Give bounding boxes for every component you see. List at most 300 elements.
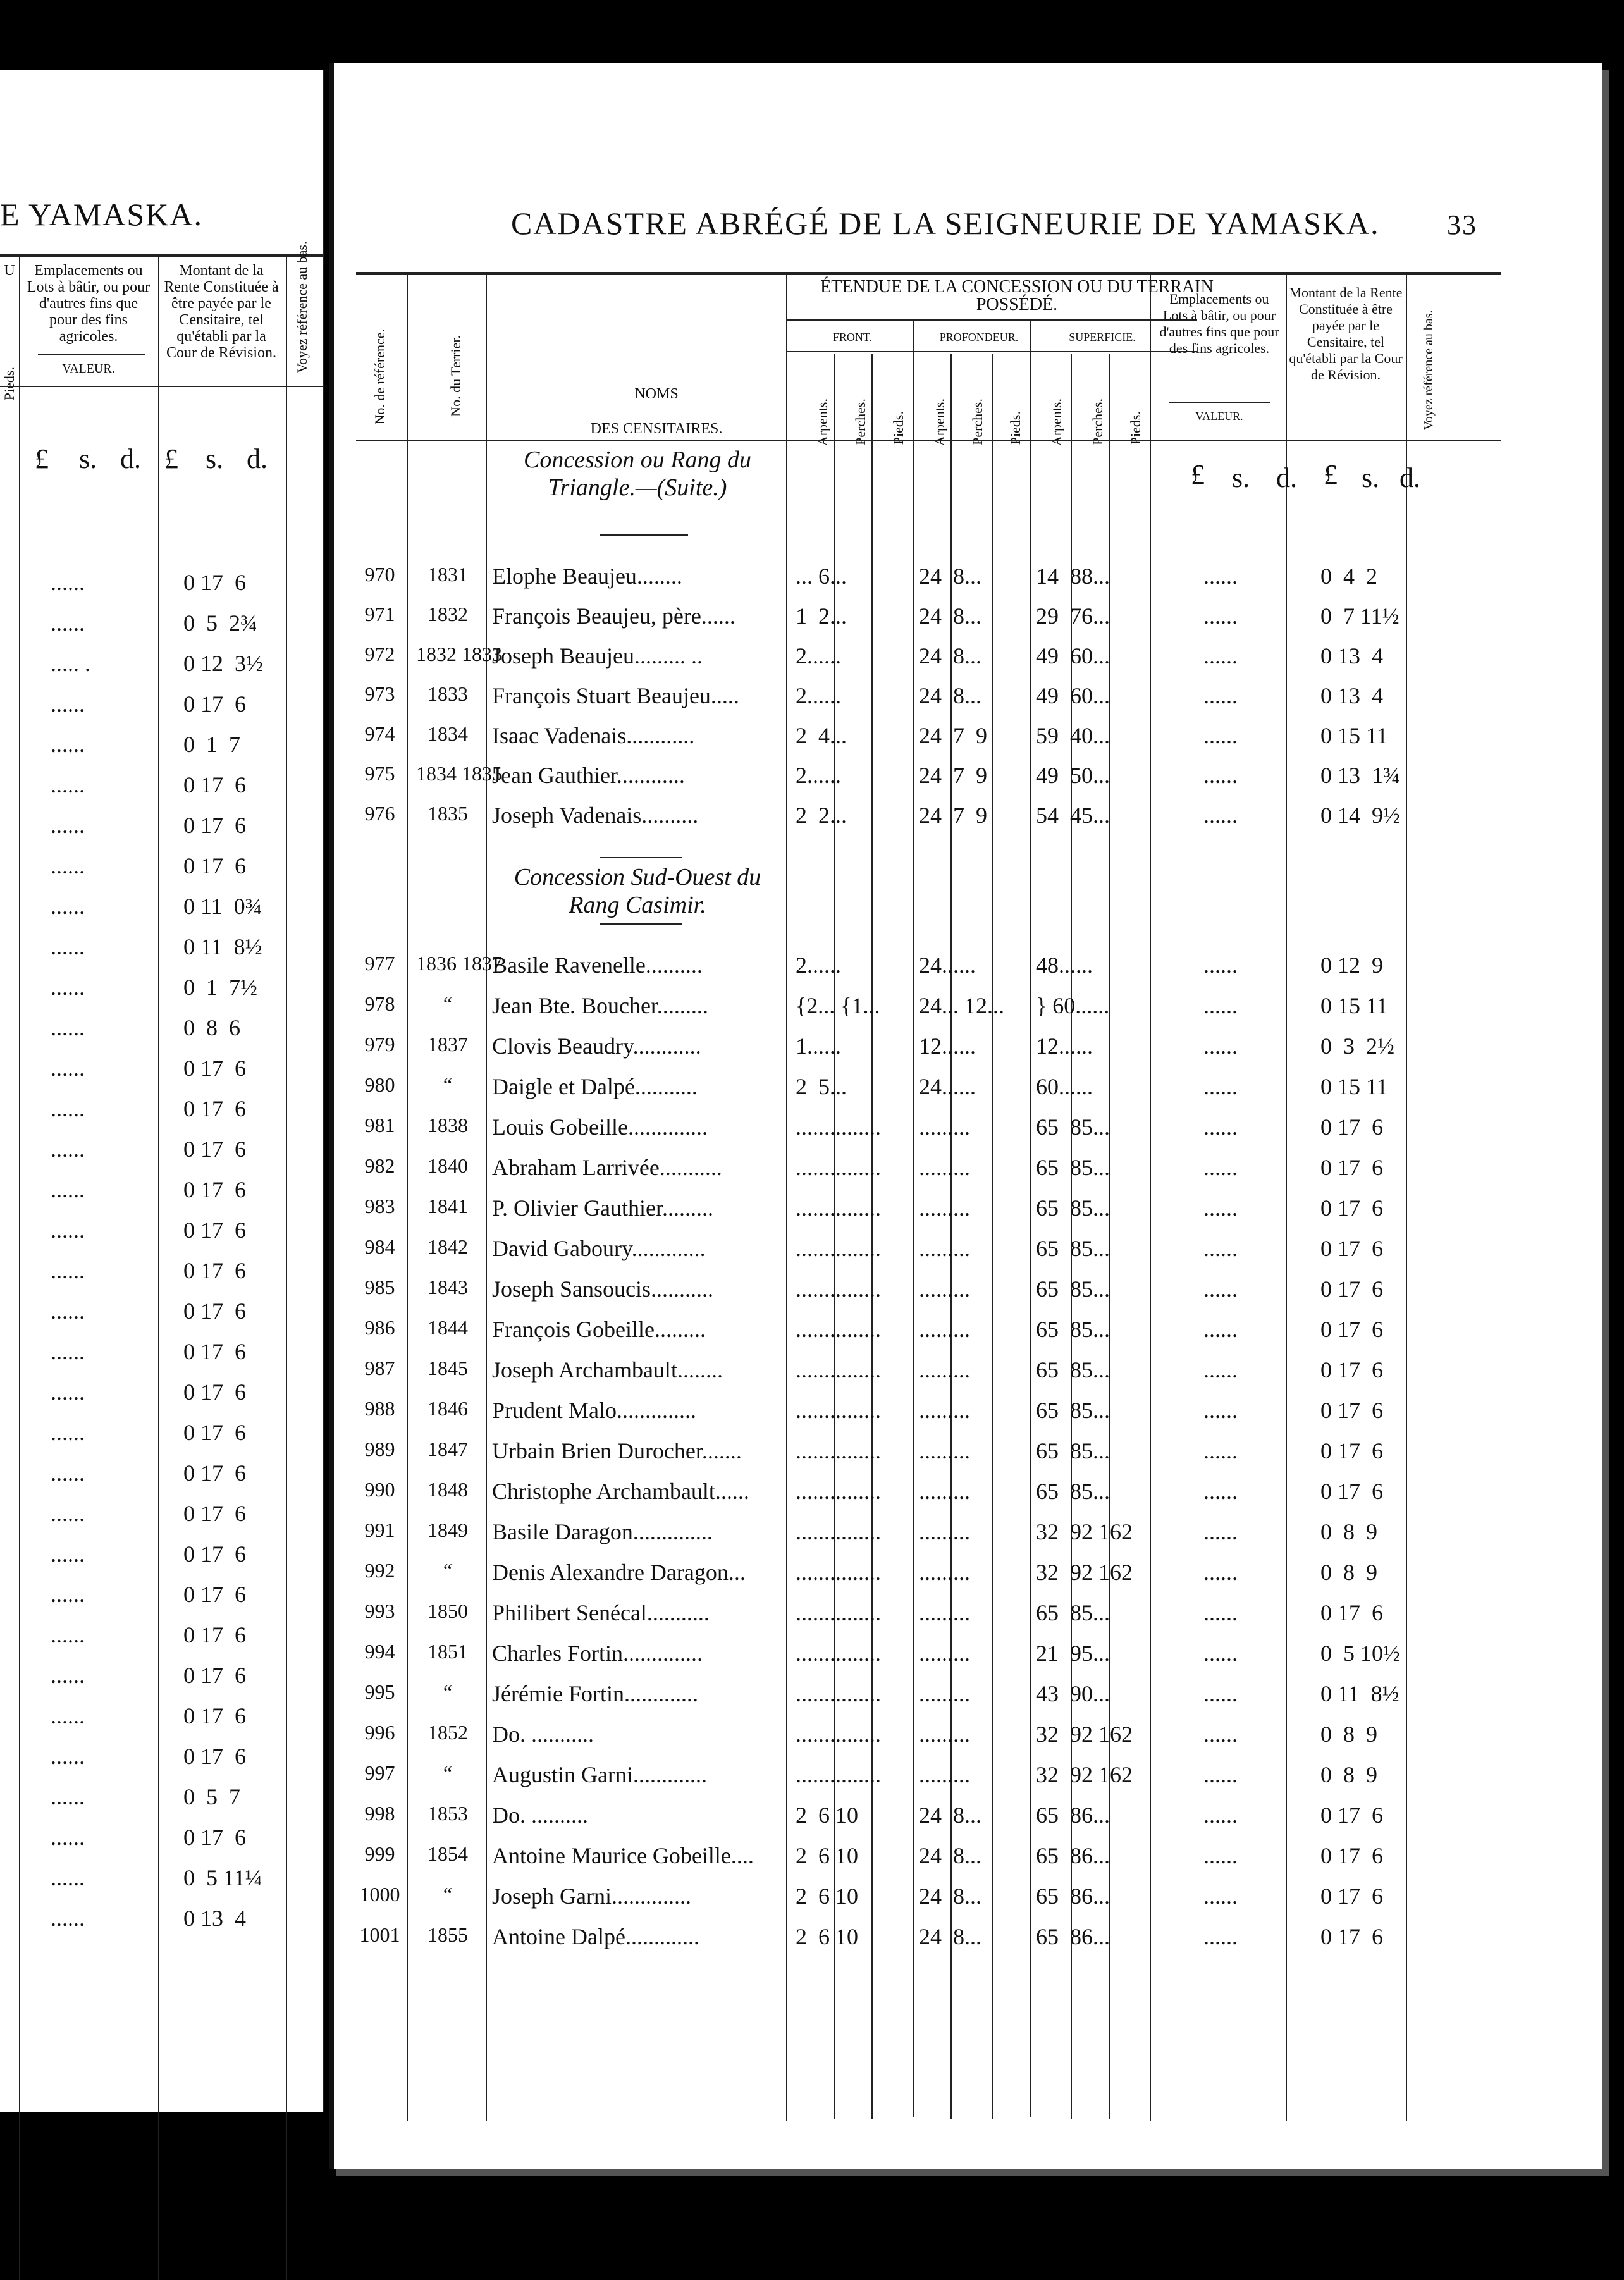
ref-cell: 998 bbox=[364, 1802, 395, 1825]
dots-cell: ...... bbox=[51, 691, 85, 717]
amount-cell: 0 17 6 bbox=[183, 1177, 246, 1202]
superficie-cell: 60...... bbox=[1036, 1074, 1093, 1099]
amount-cell: 0 17 6 bbox=[183, 1703, 246, 1728]
valeur-cell: ...... bbox=[1203, 1357, 1238, 1383]
superficie-cell: 14 88... bbox=[1036, 564, 1110, 589]
superficie-cell: 32 92 162 bbox=[1036, 1560, 1133, 1585]
front-perches-header: Perches. bbox=[852, 398, 868, 445]
ref-cell: 996 bbox=[364, 1721, 395, 1744]
superficie-cell: 49 60... bbox=[1036, 643, 1110, 669]
table-row bbox=[0, 1176, 323, 1212]
table-row bbox=[0, 1379, 323, 1414]
amount-cell: 0 17 6 bbox=[183, 772, 246, 798]
prof-arpents-header: Arpents. bbox=[932, 398, 947, 447]
dots-cell: ...... bbox=[51, 1622, 85, 1648]
etendue-header: ÉTENDUE DE LA CONCESSION OU DU TERRAIN POSSÉDÉ. bbox=[820, 277, 1214, 314]
pence-unit: d. bbox=[120, 443, 141, 474]
amount-cell: 0 17 6 bbox=[183, 1420, 246, 1445]
montant-header: Montant de la Rente Constituée à être payée par le Censitaire, tel qu'établi par la Cour de Révision. bbox=[1289, 285, 1403, 383]
superficie-cell: 32 92 162 bbox=[1036, 1762, 1133, 1787]
pence-unit: d. bbox=[247, 443, 268, 474]
ref-cell: 970 bbox=[364, 563, 395, 586]
valeur-cell: ...... bbox=[1203, 1924, 1238, 1949]
front-cell: 2 6 10 bbox=[796, 1924, 858, 1949]
dots-cell: ...... bbox=[51, 1501, 85, 1526]
amount-cell: 0 8 9 bbox=[1320, 1519, 1377, 1544]
profondeur-cell: 24 8... bbox=[919, 1924, 981, 1949]
valeur-cell: ...... bbox=[1203, 1155, 1238, 1180]
terrier-cell: 1849 bbox=[428, 1519, 468, 1541]
ref-cell: 973 bbox=[364, 682, 395, 705]
front-cell: ............... bbox=[796, 1276, 881, 1302]
ref-cell: 986 bbox=[364, 1316, 395, 1339]
table-row bbox=[0, 1014, 323, 1050]
front-cell: 2 4... bbox=[796, 723, 847, 748]
table-row bbox=[334, 1073, 1599, 1109]
terrier-cell: 1832 1833 bbox=[416, 643, 502, 665]
ref-cell: 990 bbox=[364, 1478, 395, 1501]
superficie-cell: 48...... bbox=[1036, 952, 1093, 978]
valeur-cell: ...... bbox=[1203, 993, 1238, 1018]
table-row bbox=[0, 1500, 323, 1536]
superficie-cell: 65 85... bbox=[1036, 1236, 1110, 1261]
table-row bbox=[334, 682, 1599, 718]
superficie-header: SUPERFICIE. bbox=[1069, 331, 1136, 343]
ref-cell: 992 bbox=[364, 1559, 395, 1582]
valeur-cell: ...... bbox=[1203, 1641, 1238, 1666]
valeur-cell: ...... bbox=[1203, 643, 1238, 669]
dots-cell: ...... bbox=[51, 813, 85, 838]
name-cell: Isaac Vadenais............ bbox=[492, 723, 695, 748]
table-row bbox=[0, 1581, 323, 1617]
front-cell: ............... bbox=[796, 1560, 881, 1585]
ref-cell: 995 bbox=[364, 1680, 395, 1703]
front-arpents-header: Arpents. bbox=[815, 398, 830, 447]
montant-header: Montant de la Rente Constituée à être payée par le Censitaire, tel qu'établi par la Cour de Révision. bbox=[164, 262, 279, 361]
profondeur-cell: 24 7 9 bbox=[919, 763, 987, 788]
table-row bbox=[334, 1599, 1599, 1635]
ref-cell: 997 bbox=[364, 1761, 395, 1784]
amount-cell: 0 17 6 bbox=[183, 813, 246, 838]
terrier-cell: 1848 bbox=[428, 1478, 468, 1501]
valeur-cell: ...... bbox=[1203, 603, 1238, 629]
header-rule bbox=[0, 254, 323, 257]
name-cell: François Stuart Beaujeu..... bbox=[492, 683, 739, 708]
dots-cell: ...... bbox=[51, 1703, 85, 1728]
profondeur-cell: 24...... bbox=[919, 1074, 976, 1099]
front-cell: 2...... bbox=[796, 952, 841, 978]
front-cell: ............... bbox=[796, 1600, 881, 1625]
ref-cell: 988 bbox=[364, 1397, 395, 1420]
ref-cell: 982 bbox=[364, 1154, 395, 1177]
pound-unit: £ bbox=[164, 443, 178, 474]
profondeur-header: PROFONDEUR. bbox=[939, 331, 1019, 343]
dots-cell: ...... bbox=[51, 975, 85, 1000]
superficie-cell: 65 85... bbox=[1036, 1600, 1110, 1625]
table-row bbox=[0, 1136, 323, 1171]
ref-cell: 975 bbox=[364, 762, 395, 785]
name-cell: Joseph Beaujeu......... .. bbox=[492, 643, 703, 669]
valeur-cell: ...... bbox=[1203, 1398, 1238, 1423]
valeur-cell: ...... bbox=[1203, 1762, 1238, 1787]
table-row bbox=[334, 1802, 1599, 1837]
shilling-unit: s. bbox=[206, 443, 224, 474]
superficie-cell: } 60...... bbox=[1036, 993, 1110, 1018]
amount-cell: 0 17 6 bbox=[183, 1541, 246, 1567]
profondeur-cell: ......... bbox=[919, 1114, 970, 1140]
amount-cell: 0 17 6 bbox=[183, 570, 246, 595]
table-row bbox=[334, 1438, 1599, 1473]
profondeur-cell: 24 8... bbox=[919, 683, 981, 708]
name-cell: Augustin Garni............. bbox=[492, 1762, 707, 1787]
terrier-cell: 1836 1837 bbox=[416, 952, 502, 975]
amount-cell: 0 12 9 bbox=[1320, 952, 1383, 978]
table-row bbox=[0, 1055, 323, 1090]
name-cell: Joseph Archambault........ bbox=[492, 1357, 723, 1383]
valeur-cell: ...... bbox=[1203, 1519, 1238, 1544]
amount-cell: 0 13 4 bbox=[1320, 683, 1383, 708]
amount-cell: 0 17 6 bbox=[183, 1096, 246, 1121]
name-cell: Joseph Garni.............. bbox=[492, 1883, 691, 1909]
amount-cell: 0 17 6 bbox=[183, 1339, 246, 1364]
superficie-cell: 65 85... bbox=[1036, 1195, 1110, 1221]
dots-cell: ...... bbox=[51, 1298, 85, 1324]
amount-cell: 0 13 4 bbox=[1320, 643, 1383, 669]
table-row bbox=[0, 1743, 323, 1778]
terrier-cell: “ bbox=[443, 1559, 453, 1582]
amount-cell: 0 17 6 bbox=[183, 1622, 246, 1648]
prof-pieds-header: Pieds. bbox=[1007, 411, 1023, 445]
superficie-cell: 65 85... bbox=[1036, 1479, 1110, 1504]
front-cell: 2 2... bbox=[796, 803, 847, 828]
profondeur-cell: ......... bbox=[919, 1519, 970, 1544]
superficie-cell: 65 86... bbox=[1036, 1883, 1110, 1909]
sup-perches-header: Perches. bbox=[1090, 398, 1105, 445]
profondeur-cell: 24 8... bbox=[919, 1802, 981, 1828]
name-cell: Louis Gobeille.............. bbox=[492, 1114, 708, 1140]
valeur-cell: ...... bbox=[1203, 1883, 1238, 1909]
table-row bbox=[0, 1703, 323, 1738]
terrier-cell: 1834 bbox=[428, 722, 468, 745]
dots-cell: ...... bbox=[51, 1339, 85, 1364]
front-cell: 2...... bbox=[796, 683, 841, 708]
terrier-cell: 1837 bbox=[428, 1033, 468, 1056]
valeur-cell: ...... bbox=[1203, 1802, 1238, 1828]
terrier-cell: 1847 bbox=[428, 1438, 468, 1460]
amount-cell: 0 17 6 bbox=[183, 853, 246, 878]
front-cell: 2 6 10 bbox=[796, 1843, 858, 1868]
front-cell: 2 6 10 bbox=[796, 1802, 858, 1828]
amount-cell: 0 8 9 bbox=[1320, 1560, 1377, 1585]
amount-cell: 0 17 6 bbox=[1320, 1114, 1383, 1140]
front-cell: ............... bbox=[796, 1114, 881, 1140]
table-row bbox=[334, 1154, 1599, 1190]
voyez-header: Voyez référence au bas. bbox=[294, 241, 310, 373]
dots-cell: ...... bbox=[51, 772, 85, 798]
pound-unit: £ bbox=[1191, 459, 1205, 490]
valeur-cell: ...... bbox=[1203, 1276, 1238, 1302]
front-cell: ............... bbox=[796, 1195, 881, 1221]
amount-cell: 0 13 4 bbox=[183, 1906, 246, 1931]
amount-cell: 0 15 11 bbox=[1320, 723, 1388, 748]
profondeur-cell: 24 8... bbox=[919, 1843, 981, 1868]
profondeur-cell: 24...... bbox=[919, 952, 976, 978]
name-cell: Joseph Vadenais.......... bbox=[492, 803, 699, 828]
table-row bbox=[0, 853, 323, 888]
dots-cell: ...... bbox=[51, 570, 85, 595]
amount-cell: 0 17 6 bbox=[183, 1460, 246, 1486]
profondeur-cell: ......... bbox=[919, 1560, 970, 1585]
profondeur-cell: ......... bbox=[919, 1195, 970, 1221]
dots-cell: ...... bbox=[51, 1096, 85, 1121]
superficie-cell: 65 85... bbox=[1036, 1398, 1110, 1423]
ref-cell: 993 bbox=[364, 1599, 395, 1622]
superficie-cell: 32 92 162 bbox=[1036, 1519, 1133, 1544]
ref-cell: 978 bbox=[364, 992, 395, 1015]
header-bottom-rule bbox=[0, 386, 323, 387]
superficie-cell: 12...... bbox=[1036, 1033, 1093, 1059]
valeur-cell: ...... bbox=[1203, 723, 1238, 748]
table-row bbox=[0, 1541, 323, 1576]
amount-cell: 0 17 6 bbox=[183, 1825, 246, 1850]
right-page bbox=[329, 63, 1602, 2169]
name-cell: Abraham Larrivée........... bbox=[492, 1155, 722, 1180]
terrier-cell: 1854 bbox=[428, 1842, 468, 1865]
table-row bbox=[334, 1114, 1599, 1149]
name-cell: David Gaboury............. bbox=[492, 1236, 706, 1261]
section-rule bbox=[600, 534, 688, 536]
superficie-cell: 59 40... bbox=[1036, 723, 1110, 748]
front-cell: ............... bbox=[796, 1317, 881, 1342]
profondeur-cell: ......... bbox=[919, 1479, 970, 1504]
superficie-cell: 65 85... bbox=[1036, 1114, 1110, 1140]
voyez-header: Voyez référence au bas. bbox=[1422, 310, 1436, 430]
table-row bbox=[334, 1195, 1599, 1230]
terrier-cell: “ bbox=[443, 992, 453, 1015]
valeur-cell: ...... bbox=[1203, 1074, 1238, 1099]
valeur-cell: ...... bbox=[1203, 952, 1238, 978]
front-cell: ............... bbox=[796, 1681, 881, 1706]
header-top-rule bbox=[356, 272, 1501, 275]
left-running-head: E YAMASKA. bbox=[0, 197, 203, 232]
profondeur-cell: 24 7 9 bbox=[919, 723, 987, 748]
valeur-cell: ...... bbox=[1203, 1317, 1238, 1342]
name-cell: Christophe Archambault...... bbox=[492, 1479, 749, 1504]
table-row bbox=[0, 731, 323, 767]
ref-cell: 984 bbox=[364, 1235, 395, 1258]
terrier-cell: 1853 bbox=[428, 1802, 468, 1825]
ref-cell: 972 bbox=[364, 643, 395, 665]
table-row bbox=[334, 1883, 1599, 1918]
amount-cell: 0 11 8½ bbox=[183, 934, 262, 959]
front-cell: ............... bbox=[796, 1722, 881, 1747]
valeur-header: VALEUR. bbox=[1195, 410, 1243, 422]
ref-cell: 1001 bbox=[359, 1923, 400, 1946]
front-cell: {2... {1... bbox=[796, 993, 880, 1018]
ref-cell: 985 bbox=[364, 1276, 395, 1298]
valeur-cell: ...... bbox=[1203, 1236, 1238, 1261]
terrier-cell: 1845 bbox=[428, 1357, 468, 1379]
profondeur-cell: ......... bbox=[919, 1357, 970, 1383]
superficie-cell: 65 85... bbox=[1036, 1276, 1110, 1302]
shilling-unit: s. bbox=[79, 443, 97, 474]
terrier-cell: 1834 1835 bbox=[416, 762, 502, 785]
table-row bbox=[334, 952, 1599, 987]
terrier-cell: 1838 bbox=[428, 1114, 468, 1137]
amount-cell: 0 17 6 bbox=[1320, 1276, 1383, 1302]
right-running-head: CADASTRE ABRÉGÉ DE LA SEIGNEURIE DE YAMASKA. bbox=[511, 206, 1380, 241]
terrier-cell: 1833 bbox=[428, 682, 468, 705]
pence-unit: d. bbox=[1276, 462, 1297, 493]
table-row bbox=[0, 1784, 323, 1819]
superficie-cell: 49 60... bbox=[1036, 683, 1110, 708]
ref-cell: 999 bbox=[364, 1842, 395, 1865]
table-row bbox=[334, 603, 1599, 638]
table-row bbox=[334, 1680, 1599, 1716]
amount-cell: 0 4 2 bbox=[1320, 564, 1377, 589]
ref-cell: 989 bbox=[364, 1438, 395, 1460]
dots-cell: ...... bbox=[51, 1582, 85, 1607]
pieds-header: Pieds. bbox=[1, 367, 17, 401]
profondeur-cell: ......... bbox=[919, 1438, 970, 1464]
section-title-triangle: Concession ou Rang du Triangle.—(Suite.) bbox=[524, 447, 751, 501]
section-rule bbox=[600, 857, 682, 858]
table-row bbox=[334, 1761, 1599, 1797]
profondeur-cell: 24 8... bbox=[919, 1883, 981, 1909]
dots-cell: ...... bbox=[51, 894, 85, 919]
amount-cell: 0 17 6 bbox=[183, 691, 246, 717]
table-row bbox=[334, 563, 1599, 598]
amount-cell: 0 17 6 bbox=[183, 1217, 246, 1243]
ref-cell: 983 bbox=[364, 1195, 395, 1217]
table-row bbox=[334, 1519, 1599, 1554]
ref-cell: 977 bbox=[364, 952, 395, 975]
table-row bbox=[334, 762, 1599, 798]
amount-cell: 0 11 8½ bbox=[1320, 1681, 1399, 1706]
pence-unit: d. bbox=[1399, 462, 1420, 493]
name-cell: Do. .......... bbox=[492, 1802, 588, 1828]
amount-cell: 0 17 6 bbox=[1320, 1357, 1383, 1383]
table-row bbox=[334, 1397, 1599, 1433]
table-row bbox=[0, 1905, 323, 1940]
name-cell: Basile Daragon.............. bbox=[492, 1519, 713, 1544]
front-cell: 2 5... bbox=[796, 1074, 847, 1099]
ref-cell: 987 bbox=[364, 1357, 395, 1379]
profondeur-cell: 24 8... bbox=[919, 603, 981, 629]
table-row bbox=[0, 569, 323, 605]
superficie-cell: 65 85... bbox=[1036, 1317, 1110, 1342]
table-row bbox=[334, 722, 1599, 758]
superficie-cell: 65 85... bbox=[1036, 1357, 1110, 1383]
amount-cell: 0 5 11¼ bbox=[183, 1865, 262, 1890]
valeur-cell: ...... bbox=[1203, 1033, 1238, 1059]
table-row bbox=[0, 1338, 323, 1374]
ref-cell: 979 bbox=[364, 1033, 395, 1056]
amount-cell: 0 11 0¾ bbox=[183, 894, 262, 919]
table-row bbox=[334, 1842, 1599, 1878]
name-cell: Elophe Beaujeu........ bbox=[492, 564, 682, 589]
valeur-header: VALEUR. bbox=[62, 362, 115, 376]
amount-cell: 0 17 6 bbox=[183, 1298, 246, 1324]
valeur-cell: ...... bbox=[1203, 1722, 1238, 1747]
table-row bbox=[0, 1622, 323, 1657]
dots-cell: ...... bbox=[51, 1015, 85, 1040]
table-row bbox=[0, 893, 323, 928]
front-cell: ............... bbox=[796, 1236, 881, 1261]
valeur-cell: ...... bbox=[1203, 1681, 1238, 1706]
dots-cell: ...... bbox=[51, 732, 85, 757]
table-row bbox=[334, 1033, 1599, 1068]
amount-cell: 0 17 6 bbox=[1320, 1843, 1383, 1868]
dots-cell: ...... bbox=[51, 1379, 85, 1405]
table-row bbox=[0, 650, 323, 686]
name-cell: Clovis Beaudry............ bbox=[492, 1033, 701, 1059]
table-row bbox=[334, 1640, 1599, 1675]
terrier-cell: 1835 bbox=[428, 802, 468, 825]
name-cell: Jean Gauthier............ bbox=[492, 763, 685, 788]
pound-unit: £ bbox=[1324, 459, 1338, 490]
front-cell: 2 6 10 bbox=[796, 1883, 858, 1909]
sup-pieds-header: Pieds. bbox=[1128, 411, 1143, 445]
superficie-cell: 54 45... bbox=[1036, 803, 1110, 828]
dots-cell: ...... bbox=[51, 1460, 85, 1486]
table-row bbox=[0, 610, 323, 645]
ref-cell: 994 bbox=[364, 1640, 395, 1663]
amount-cell: 0 8 9 bbox=[1320, 1762, 1377, 1787]
table-row bbox=[0, 1864, 323, 1900]
emplacements-header: Emplacements ou Lots à bâtir, ou pour d'autres fins que pour des fins agricoles. bbox=[1159, 291, 1279, 356]
table-row bbox=[334, 1721, 1599, 1756]
terrier-cell: 1846 bbox=[428, 1397, 468, 1420]
table-row bbox=[0, 974, 323, 1009]
shilling-unit: s. bbox=[1232, 462, 1250, 493]
terrier-cell: 1831 bbox=[428, 563, 468, 586]
dots-cell: ...... bbox=[51, 853, 85, 878]
profondeur-cell: ......... bbox=[919, 1641, 970, 1666]
table-row bbox=[334, 1478, 1599, 1513]
amount-cell: 0 12 3½ bbox=[183, 651, 263, 676]
terrier-cell: 1840 bbox=[428, 1154, 468, 1177]
dots-cell: ...... bbox=[51, 1056, 85, 1081]
superficie-cell: 49 50... bbox=[1036, 763, 1110, 788]
valeur-rule bbox=[1169, 402, 1270, 403]
terrier-cell: 1832 bbox=[428, 603, 468, 625]
etendue-rule bbox=[786, 319, 1197, 321]
amount-cell: 0 17 6 bbox=[183, 1582, 246, 1607]
amount-cell: 0 17 6 bbox=[1320, 1802, 1383, 1828]
table-row bbox=[0, 772, 323, 807]
table-row bbox=[0, 691, 323, 726]
ref-cell: 976 bbox=[364, 802, 395, 825]
front-cell: 2...... bbox=[796, 763, 841, 788]
table-row bbox=[0, 1419, 323, 1455]
name-cell: Basile Ravenelle.......... bbox=[492, 952, 703, 978]
amount-cell: 0 14 9½ bbox=[1320, 803, 1400, 828]
profondeur-cell: ......... bbox=[919, 1398, 970, 1423]
front-pieds-header: Pieds. bbox=[890, 411, 906, 445]
front-header: FRONT. bbox=[832, 331, 873, 343]
name-cell: Jean Bte. Boucher......... bbox=[492, 993, 708, 1018]
name-cell: Daigle et Dalpé........... bbox=[492, 1074, 698, 1099]
profondeur-cell: 24 8... bbox=[919, 643, 981, 669]
section-rule bbox=[600, 923, 682, 925]
superficie-cell: 65 85... bbox=[1036, 1438, 1110, 1464]
pound-unit: £ bbox=[35, 443, 49, 474]
amount-cell: 0 17 6 bbox=[1320, 1155, 1383, 1180]
dots-cell: ...... bbox=[51, 1865, 85, 1890]
valeur-cell: ...... bbox=[1203, 683, 1238, 708]
table-row bbox=[0, 1217, 323, 1252]
